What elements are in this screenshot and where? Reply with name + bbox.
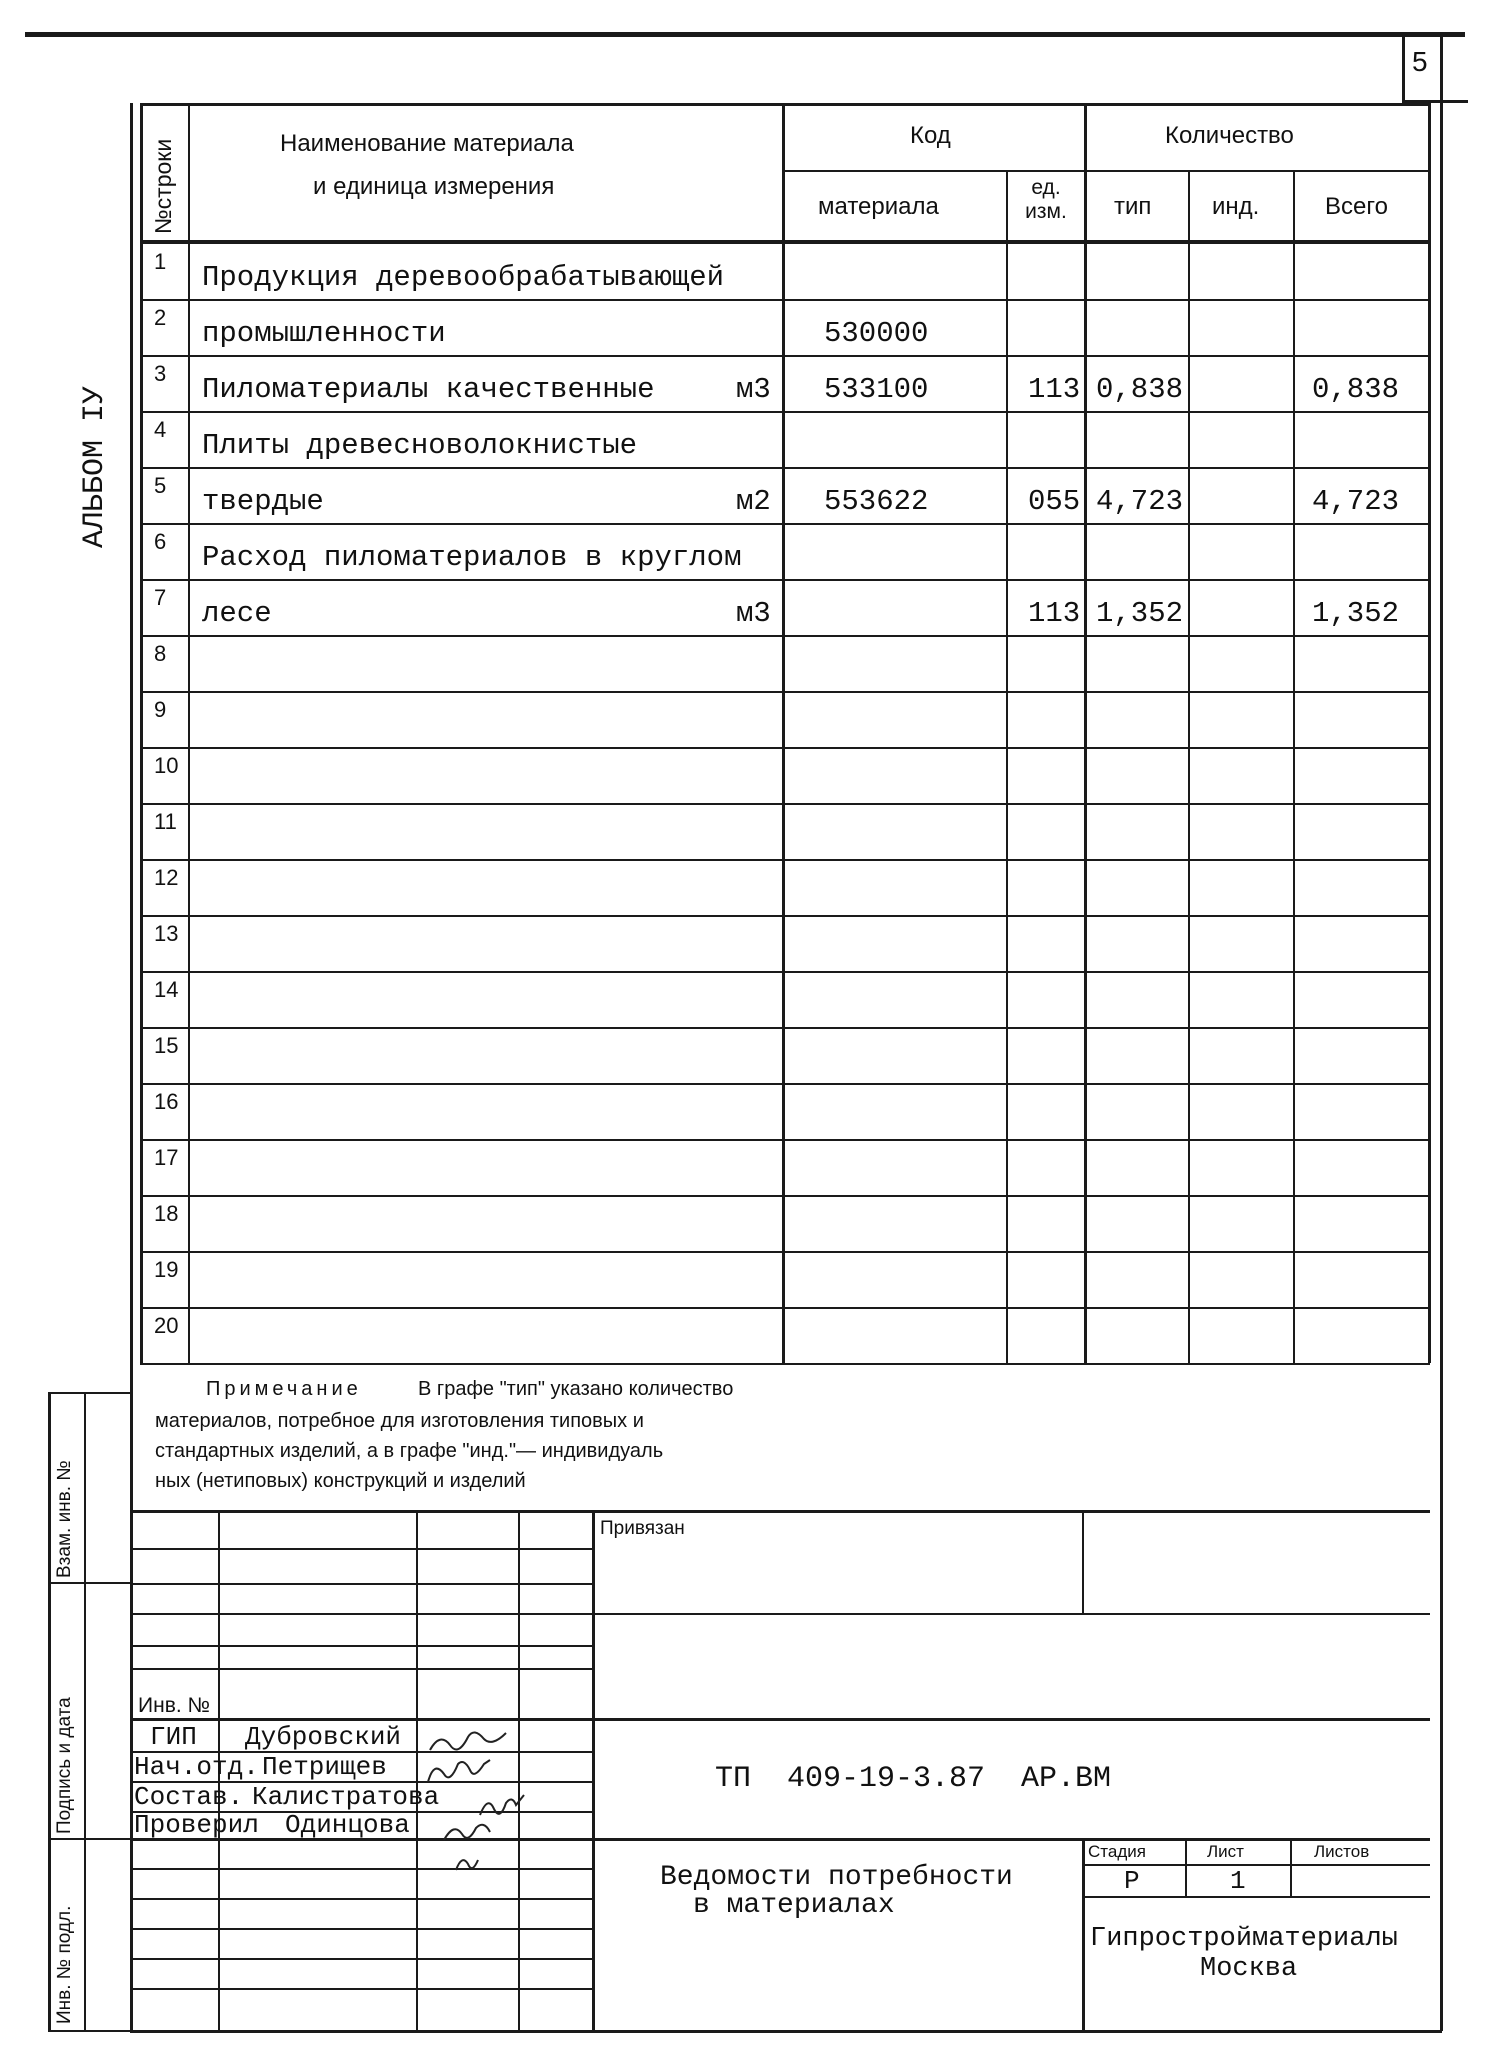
header-quantity: Количество bbox=[1165, 122, 1294, 149]
row-uom: м3 bbox=[736, 373, 771, 406]
row-number: 10 bbox=[154, 753, 179, 778]
organization-name: Гипростройматериалы bbox=[1090, 1924, 1398, 1954]
role-gip: ГИП bbox=[150, 1722, 197, 1752]
row-separator bbox=[140, 1195, 1430, 1197]
stamp-left-line-1 bbox=[130, 1548, 593, 1550]
role-head: Нач.отд. bbox=[134, 1752, 259, 1782]
header-typ: тип bbox=[1114, 193, 1152, 220]
side-replace-inv: Взам. инв. № bbox=[54, 1460, 75, 1578]
row-separator bbox=[140, 1363, 1430, 1365]
row-separator bbox=[140, 355, 1430, 357]
note-line1: В графе "тип" указано количество bbox=[418, 1378, 734, 1400]
row-typ: 1,352 bbox=[1096, 597, 1184, 630]
row-number: 13 bbox=[154, 921, 179, 946]
row-total: 0,838 bbox=[1312, 373, 1400, 406]
row-unit-code: 055 bbox=[1028, 485, 1081, 518]
header-ind: инд. bbox=[1212, 193, 1260, 220]
name-gip: Дубровский bbox=[245, 1722, 402, 1752]
document-code: ТП 409-19-3.87 АР.ВМ bbox=[715, 1762, 1112, 1796]
row-name: твердые bbox=[202, 485, 324, 518]
header-material: материала bbox=[818, 193, 939, 220]
role-checker: Проверил bbox=[134, 1810, 259, 1840]
row-total: 1,352 bbox=[1312, 597, 1400, 630]
col-line-1 bbox=[188, 103, 190, 1363]
row-typ: 0,838 bbox=[1096, 373, 1184, 406]
page-number: 5 bbox=[1412, 46, 1428, 77]
organization-city: Москва bbox=[1200, 1954, 1298, 1984]
row-material-code: 553622 bbox=[824, 485, 929, 518]
row-number: 11 bbox=[154, 809, 177, 834]
header-name-line2: и единица измерения bbox=[313, 173, 555, 200]
top-border-line bbox=[25, 32, 1465, 37]
stage-label: Стадия bbox=[1088, 1842, 1146, 1861]
note-title: Примечание bbox=[206, 1378, 362, 1400]
col-line-0 bbox=[140, 103, 143, 1363]
header-name-line1: Наименование материала bbox=[280, 130, 574, 157]
side-strip-top bbox=[48, 1392, 130, 1394]
frame-left bbox=[130, 103, 133, 2031]
col-line-4 bbox=[1084, 103, 1087, 1363]
side-strip-left bbox=[48, 1392, 51, 2032]
header-total: Всего bbox=[1325, 193, 1388, 220]
stamp-left-line-14 bbox=[130, 1958, 593, 1960]
row-separator bbox=[140, 1083, 1430, 1085]
col-line-2 bbox=[782, 103, 785, 1363]
row-total: 4,723 bbox=[1312, 485, 1400, 518]
col-line-6 bbox=[1293, 170, 1295, 1363]
name-checker: Одинцова bbox=[285, 1810, 410, 1840]
row-number: 20 bbox=[154, 1313, 179, 1338]
side-inv-orig: Инв. № подл. bbox=[54, 1905, 75, 2024]
row-number: 3 bbox=[154, 361, 167, 386]
note-line4: ных (нетиповых) конструкций и изделий bbox=[155, 1470, 526, 1492]
header-bottom-line bbox=[140, 240, 1430, 244]
row-number: 15 bbox=[154, 1033, 179, 1058]
side-strip-div-2 bbox=[48, 1838, 130, 1840]
row-name: лесе bbox=[202, 597, 272, 630]
row-number: 18 bbox=[154, 1201, 179, 1226]
row-separator bbox=[140, 747, 1430, 749]
signatures-drawing bbox=[420, 1720, 590, 1920]
row-number: 8 bbox=[154, 641, 167, 666]
col-line-7 bbox=[1428, 103, 1431, 1363]
role-author: Состав. bbox=[134, 1782, 244, 1812]
stamp-bound-divider bbox=[1082, 1510, 1084, 1614]
row-separator bbox=[140, 1251, 1430, 1253]
sheet-value: 1 bbox=[1230, 1866, 1246, 1896]
header-code: Код bbox=[910, 122, 951, 149]
row-separator bbox=[140, 803, 1430, 805]
row-separator bbox=[140, 1307, 1430, 1309]
stamp-stage-value-line bbox=[1083, 1896, 1430, 1898]
header-mid-line bbox=[782, 170, 1430, 172]
row-number: 19 bbox=[154, 1257, 179, 1282]
row-separator bbox=[140, 411, 1430, 413]
row-separator bbox=[140, 635, 1430, 637]
row-separator bbox=[140, 579, 1430, 581]
row-name: Продукция деревообрабатывающей bbox=[202, 261, 725, 294]
row-number: 6 bbox=[154, 529, 167, 554]
sheets-label: Листов bbox=[1314, 1842, 1370, 1861]
row-uom: м2 bbox=[736, 485, 771, 518]
row-separator bbox=[140, 859, 1430, 861]
row-number: 12 bbox=[154, 865, 179, 890]
col-line-5 bbox=[1188, 170, 1190, 1363]
row-uom: м3 bbox=[736, 597, 771, 630]
header-row-no: №строки bbox=[150, 138, 176, 234]
stamp-top-line bbox=[130, 1510, 1430, 1513]
stamp-line-6 bbox=[130, 1718, 1430, 1721]
row-separator bbox=[140, 299, 1430, 301]
row-number: 9 bbox=[154, 697, 167, 722]
name-author: Калистратова bbox=[252, 1782, 440, 1812]
table-top-line bbox=[140, 103, 1430, 106]
stamp-left-line-15 bbox=[130, 1988, 593, 1990]
document-title-line2: в материалах bbox=[693, 1890, 895, 1921]
stamp-vline-4 bbox=[592, 1510, 595, 2030]
stamp-line-3 bbox=[130, 1613, 1430, 1615]
stamp-vline-2 bbox=[416, 1510, 418, 2030]
row-number: 16 bbox=[154, 1089, 179, 1114]
stamp-inv-no: Инв. № bbox=[138, 1694, 211, 1717]
stamp-bound-label: Привязан bbox=[600, 1518, 685, 1539]
side-sign-date: Подпись и дата bbox=[54, 1697, 75, 1834]
row-number: 14 bbox=[154, 977, 179, 1002]
row-separator bbox=[140, 971, 1430, 973]
row-name: Плиты древесноволокнистые bbox=[202, 429, 638, 462]
row-separator bbox=[140, 691, 1430, 693]
stamp-stage-vline-2 bbox=[1290, 1838, 1292, 1898]
stamp-left-line-5 bbox=[130, 1668, 593, 1670]
note-line2: материалов, потребное для изготовления типовых и bbox=[155, 1410, 644, 1432]
document-title-line1: Ведомости потребности bbox=[660, 1862, 1013, 1893]
side-strip-bottom bbox=[48, 2030, 130, 2032]
row-number: 4 bbox=[154, 417, 167, 442]
row-material-code: 533100 bbox=[824, 373, 929, 406]
note-line3: стандартных изделий, а в графе "инд."— индивидуаль bbox=[155, 1440, 664, 1462]
stamp-left-line-4 bbox=[130, 1645, 593, 1647]
row-typ: 4,723 bbox=[1096, 485, 1184, 518]
stamp-stage-vline-1 bbox=[1185, 1838, 1187, 1898]
stamp-left-line-2 bbox=[130, 1583, 593, 1585]
stage-value: Р bbox=[1124, 1866, 1140, 1896]
row-number: 1 bbox=[154, 249, 167, 274]
frame-right bbox=[1440, 36, 1443, 2031]
row-separator bbox=[140, 467, 1430, 469]
row-separator bbox=[140, 1139, 1430, 1141]
row-unit-code: 113 bbox=[1028, 597, 1081, 630]
row-number: 17 bbox=[154, 1145, 179, 1170]
row-name: Расход пиломатериалов в круглом bbox=[202, 541, 742, 574]
row-material-code: 530000 bbox=[824, 317, 929, 350]
row-name: Пиломатериалы качественные bbox=[202, 373, 655, 406]
row-unit-code: 113 bbox=[1028, 373, 1081, 406]
side-strip-mid bbox=[84, 1392, 86, 2032]
page-number-box-left bbox=[1402, 36, 1405, 102]
row-separator bbox=[140, 1027, 1430, 1029]
row-name: промышленности bbox=[202, 317, 446, 350]
stamp-info-divider bbox=[1082, 1838, 1085, 2030]
row-separator bbox=[140, 523, 1430, 525]
col-line-3 bbox=[1006, 170, 1008, 1363]
row-number: 5 bbox=[154, 473, 167, 498]
stamp-left-line-13 bbox=[130, 1928, 593, 1930]
header-unit: ед. изм. bbox=[1025, 176, 1067, 223]
row-number: 7 bbox=[154, 585, 167, 610]
album-label: АЛЬБОМ IУ bbox=[78, 385, 112, 548]
sheet-label: Лист bbox=[1207, 1842, 1244, 1861]
name-head: Петрищев bbox=[262, 1752, 387, 1782]
frame-bottom bbox=[130, 2030, 1442, 2033]
row-separator bbox=[140, 915, 1430, 917]
side-strip-div-1 bbox=[48, 1582, 130, 1584]
row-number: 2 bbox=[154, 305, 167, 330]
